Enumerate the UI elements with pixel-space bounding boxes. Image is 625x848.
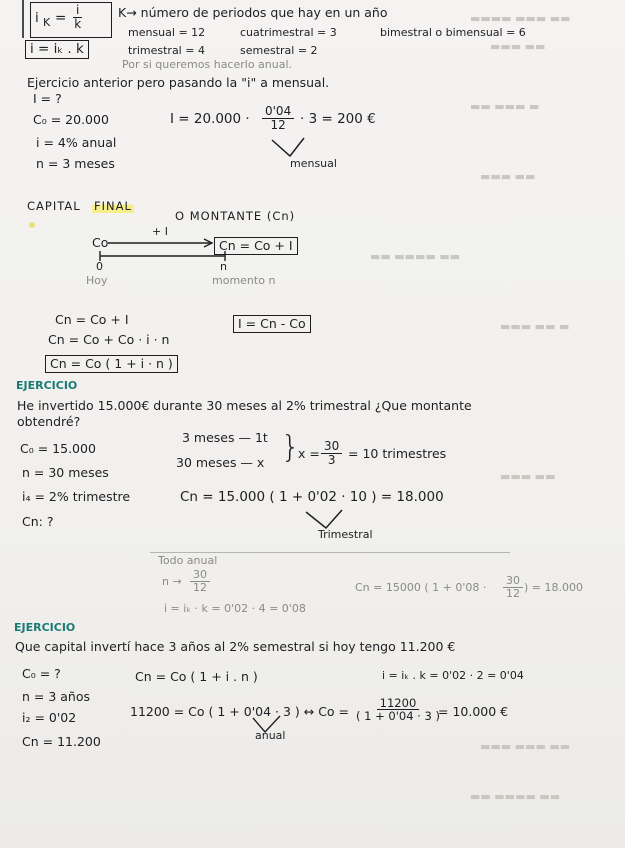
bleed-through-text: ▬▬▬▬ ▬▬▬ ▬▬ <box>470 12 571 25</box>
rule-brace: } <box>281 430 301 465</box>
annual-i-line: i = iₖ · k = 0'02 · 4 = 0'08 <box>164 602 306 615</box>
bimestral-value: bimestral o bimensual = 6 <box>380 26 526 39</box>
anual-label: anual <box>255 729 286 742</box>
annual-n-numerator: 30 <box>190 569 210 582</box>
rule-row-2: 30 meses — x <box>176 455 265 470</box>
trimestral-label: Trimestral <box>318 528 373 541</box>
x-lhs: x = <box>298 446 320 461</box>
bleed-through-text: ▬▬ ▬▬▬ ▬ <box>470 100 540 113</box>
ik-numerator: i <box>73 4 82 18</box>
trimestral-value: trimestral = 4 <box>128 44 205 57</box>
highlighter-dot <box>29 222 35 228</box>
ik-subscript: K <box>43 16 51 29</box>
calc-numerator: 0'04 <box>262 105 294 119</box>
ejercicio1-statement-line1: He invertido 15.000€ durante 30 meses al 2% trimestral ¿Que montante <box>17 398 472 413</box>
ik-denominator: k <box>74 16 82 31</box>
timeline-zero: 0 <box>96 260 103 273</box>
bleed-through-text: ▬▬▬ ▬▬▬ ▬▬ <box>480 740 571 753</box>
annual-title: Todo anual <box>158 554 218 567</box>
cn-formula-3: Cn = Co ( 1 + i · n ) <box>45 355 178 373</box>
mensual-value: mensual = 12 <box>128 26 206 39</box>
capital-final-word2: FINAL <box>94 199 132 213</box>
ejercicio1-cn-calc: Cn = 15.000 ( 1 + 0'02 · 10 ) = 18.000 <box>180 489 444 505</box>
bleed-through-text: ▬▬▬ ▬▬ ▬ <box>500 320 570 333</box>
ejercicio2-statement: Que capital invertí hace 3 años al 2% semestral si hoy tengo 11.200 € <box>15 639 456 654</box>
ejercicio1-i: i₄ = 2% trimestre <box>22 489 131 504</box>
ejercicio2-c0: C₀ = ? <box>22 666 61 681</box>
cn-timeline-box: Cn = Co + I <box>214 237 298 255</box>
calc-denominator: 12 <box>270 117 286 132</box>
ejercicio2-formula: Cn = Co ( 1 + i . n ) <box>135 669 258 684</box>
ejercicio1-c0: C₀ = 15.000 <box>20 441 96 456</box>
annual-n-denominator: 12 <box>193 580 207 594</box>
mensual-label: mensual <box>290 157 337 170</box>
interest-formula-box: I = Cn - Co <box>233 315 311 333</box>
ejercicio1-cn: Cn: ? <box>22 514 54 529</box>
ejercicio2-eq-rhs: = 10.000 € <box>438 704 509 719</box>
plus-interest-label: + I <box>152 225 168 238</box>
annual-n-lhs: n → <box>162 575 182 588</box>
ejercicio2-eq-numerator: 11200 <box>377 697 420 710</box>
ejercicio2-eq-denominator: ( 1 + 0'04 · 3 ) <box>356 709 440 724</box>
anual-check-mark <box>253 716 280 732</box>
cuatrimestral-value: cuatrimestral = 3 <box>240 26 337 39</box>
ik-equals: = <box>55 10 67 26</box>
semestral-value: semestral = 2 <box>240 44 318 57</box>
interest-calc-rhs: · 3 = 200 € <box>300 111 376 127</box>
i-value: i = 4% anual <box>36 135 117 150</box>
bleed-through-text: ▬▬ ▬▬▬▬ ▬▬ <box>470 790 561 803</box>
ejercicio1-n: n = 30 meses <box>22 465 109 480</box>
x-rhs: = 10 trimestres <box>348 446 447 461</box>
x-numerator: 30 <box>321 440 342 454</box>
capital-final-word3: O MONTANTE (Cn) <box>175 209 296 223</box>
ejercicio2-n: n = 3 años <box>22 689 91 704</box>
interest-calc-lhs: I = 20.000 · <box>170 111 250 127</box>
annual-cn-numerator: 30 <box>503 575 523 588</box>
ejercicio2-title: EJERCICIO <box>14 621 76 634</box>
capital-final-word1: CAPITAL <box>27 199 81 213</box>
ejercicio2-i-calc: i = iₖ . k = 0'02 · 2 = 0'04 <box>382 669 524 682</box>
rule-row-1: 3 meses — 1t <box>182 430 268 445</box>
annual-cn-rhs: ) = 18.000 <box>524 581 583 594</box>
annual-cn-denominator: 12 <box>506 586 520 600</box>
c0-value: C₀ = 20.000 <box>33 112 109 127</box>
bleed-through-text: ▬▬▬ ▬▬ <box>490 40 546 53</box>
x-denominator: 3 <box>327 452 336 467</box>
ejercicio1-statement-line2: obtendré? <box>17 414 81 429</box>
i-formula-box: i = iₖ . k <box>25 40 89 59</box>
timeline-hoy: Hoy <box>86 274 108 287</box>
timeline-n: n <box>220 260 227 273</box>
ejercicio2-eq-lhs: 11200 = Co ( 1 + 0'04 · 3 ) ↔ Co = <box>130 704 350 719</box>
mensual-check-mark <box>272 138 304 156</box>
ik-lhs: i <box>35 10 39 26</box>
c0-timeline-label: Co <box>92 235 109 250</box>
ejercicio1-title: EJERCICIO <box>16 379 78 392</box>
i-unknown: I = ? <box>33 91 62 106</box>
bleed-through-text: ▬▬ ▬▬▬▬ ▬▬ <box>370 250 461 263</box>
n-value: n = 3 meses <box>36 156 115 171</box>
k-definition: K→ número de periodos que hay en un año <box>118 5 388 20</box>
timeline-momento: momento n <box>212 274 276 287</box>
trimestral-check-mark <box>306 510 342 528</box>
bleed-through-text: ▬▬▬ ▬▬ <box>500 470 556 483</box>
ejercicio2-cn: Cn = 11.200 <box>22 734 101 749</box>
cn-formula-2: Cn = Co + Co · i · n <box>48 332 170 347</box>
exercise-prev-title: Ejercicio anterior pero pasando la "i" a mensual. <box>27 75 330 90</box>
bleed-through-text: ▬▬▬ ▬▬ <box>480 170 536 183</box>
annual-cn-lhs: Cn = 15000 ( 1 + 0'08 · <box>355 581 487 594</box>
ejercicio2-i: i₂ = 0'02 <box>22 710 77 725</box>
cn-formula-1: Cn = Co + I <box>55 312 129 327</box>
annual-note: Por si queremos hacerlo anual. <box>122 58 293 71</box>
